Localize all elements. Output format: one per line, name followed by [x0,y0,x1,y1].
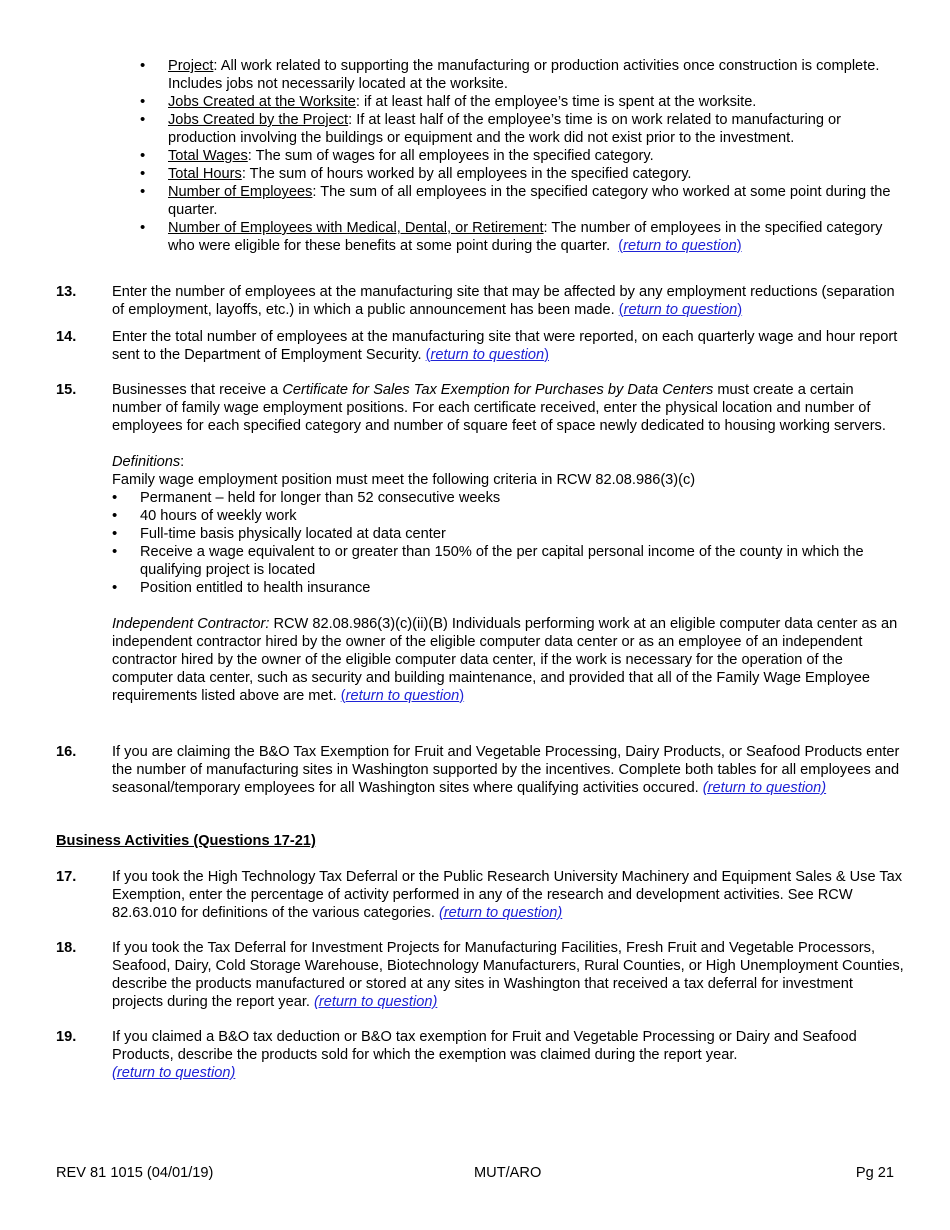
question-number: 17. [56,869,77,885]
definition-term: Project [168,58,214,74]
question-number: 15. [56,382,77,398]
definition-text: : The sum of wages for all employees in the specified category. [247,148,654,164]
list-item [140,111,900,147]
list-item: • Position entitled to health insurance [112,579,906,597]
list-item [140,147,900,165]
definition-text: : The sum of hours worked by all employees in the specified category. [241,166,692,182]
return-to-question-link[interactable]: (return to question) [618,302,743,318]
question-16 [56,743,906,797]
list-item [140,219,900,255]
definition-text: : The number of employees in the specified category who were eligible for these benefits at some point during the quarter. [168,220,883,254]
definition-term: Total Hours [168,166,242,182]
question-18 [56,939,906,1011]
question-number: 16. [56,744,77,760]
definition-term: Number of Employees with Medical, Dental, or Retirement [168,220,544,236]
definition-term: Jobs Created by the Project [168,112,349,128]
definition-text: : If at least half of the employee’s time is on work related to manufacturing or production involving the buildings or equipment and the work did not exist prior to the investment. [168,112,842,146]
page-footer [56,1164,894,1182]
independent-contractor-text: Independent Contractor: RCW 82.08.986(3)(c)(ii)(B) Individuals performing work at an eligible computer data center as an independent contractor hired by the owner of the eligible computer data center or as an employee of an independent contractor hired by the owner of the eligible computer data center, if the work is necessary for the operation of the computer data center, such as security and building maintenance, and provided that all of the Family Wage Employee requirements listed above are met. (return to question) [112,616,898,704]
return-to-question-link[interactable]: (return to question) [618,238,742,254]
list-item: • Receive a wage equivalent to or greater than 150% of the per capital personal income of the county in which the qualifying project is located [112,543,906,579]
form-number: REV 81 1015 (04/01/19) [56,1165,214,1181]
question-text: If you are claiming the B&O Tax Exemption for Fruit and Vegetable Processing, Dairy Products, or Seafood Products enter the number of manufacturing sites in Washington supported by the incentives. Complete both tables for all employees and seasonal/temporary employees for all Washington sites where qualifying activities occured. [112,744,900,796]
list-item [140,165,900,183]
question-15 [56,381,906,705]
return-to-question-link[interactable]: (return to question) [438,905,563,921]
list-item: • Full-time basis physically located at data center [112,525,906,543]
return-to-question-link[interactable]: (return to question) [314,994,438,1010]
definition-term: Number of Employees [168,184,313,200]
definitions-heading: Definitions: [112,454,185,470]
list-item [140,57,900,93]
question-text: Enter the total number of employees at the manufacturing site that were reported, on each quarterly wage and hour report sent to the Department of Employment Security. [112,329,898,363]
criteria-list [112,489,906,597]
return-to-question-link[interactable]: (return to question) [112,1065,236,1081]
return-to-question-link[interactable]: (return to question) [702,780,827,796]
list-item: • 40 hours of weekly work [112,507,906,525]
return-to-question-link[interactable]: (return to question) [425,347,549,363]
question-19 [56,1028,906,1082]
page-number: Pg 21 [855,1165,894,1181]
question-text: Businesses that receive a Certificate for Sales Tax Exemption for Purchases by Data Centers must create a certain number of family wage employment positions. For each certificate received, enter the physical location and number of employees for each specified category and number of square feet of space newly dedicated to housing working servers. [112,382,886,434]
criteria-intro: Family wage employment position must meet the following criteria in RCW 82.08.986(3)(c) [112,472,696,488]
definition-term: Jobs Created at the Worksite [168,94,356,110]
question-text: Enter the number of employees at the manufacturing site that may be affected by any employment reductions (separation of employment, layoffs, etc.) in which a public announcement has been made. [112,284,895,318]
question-17 [56,868,906,922]
footer-center-label: MUT/ARO [474,1165,542,1181]
list-item [140,183,900,219]
definition-text: : if at least half of the employee’s time is spent at the worksite. [355,94,757,110]
question-14 [56,328,906,364]
question-text: If you took the Tax Deferral for Investment Projects for Manufacturing Facilities, Fresh Fruit and Vegetable Processors, Seafood, Dairy, Cold Storage Warehouse, Biotechnology Manufacturers, Rural Counties, or High Unemployment Counties, describe the products manufactured or stored at any sites in Washington that received a tax deferral for investment projects during the report year. [112,940,904,1010]
list-item [140,93,900,111]
section-heading: Business Activities (Questions 17-21) [56,833,316,849]
definition-term: Total Wages [168,148,248,164]
question-number: 14. [56,329,77,345]
definition-text: : The sum of all employees in the specified category who worked at some point during the quarter. [168,184,891,218]
question-text: If you took the High Technology Tax Deferral or the Public Research University Machinery and Equipment Sales & Use Tax Exemption, enter the percentage of activity performed in any of the research and development activities. See RCW 82.63.010 for definitions of the various categories. [112,869,903,921]
question-number: 18. [56,940,77,956]
question-number: 13. [56,284,77,300]
question-13 [56,283,906,319]
return-to-question-link[interactable]: (return to question) [340,688,465,704]
employment-definitions-list [140,57,900,255]
list-item: • Permanent – held for longer than 52 consecutive weeks [112,489,906,507]
definition-text: : All work related to supporting the manufacturing or production activities once construction is complete. Includes jobs not necessarily located at the worksite. [168,58,880,92]
question-text: If you claimed a B&O tax deduction or B&O tax exemption for Fruit and Vegetable Processing or Dairy and Seafood Products, describe the products sold for which the exemption was claimed during the report year. [112,1029,857,1063]
question-number: 19. [56,1029,77,1045]
